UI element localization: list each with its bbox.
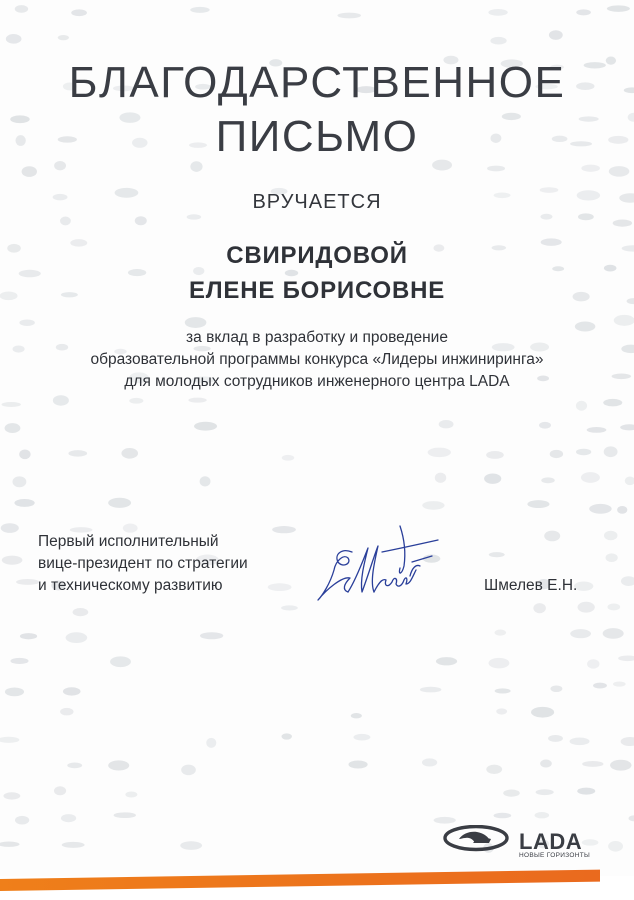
recipient-surname: СВИРИДОВОЙ — [226, 242, 408, 269]
handwritten-signature — [312, 518, 442, 608]
reason-line3: для молодых сотрудников инженерного центра LADA — [124, 373, 510, 390]
signatory-position-line3: и техническому развитию — [38, 577, 223, 594]
awarded-to-label: ВРУЧАЕТСЯ — [252, 191, 382, 213]
certificate-title-line2: ПИСЬМО — [215, 112, 419, 161]
certificate-title-line1: БЛАГОДАРСТВЕННОЕ — [68, 58, 566, 107]
signatory-position-line1: Первый исполнительный — [38, 533, 219, 550]
reason-line1: за вклад в разработку и проведение — [186, 329, 448, 346]
recipient-given-names: ЕЛЕНЕ БОРИСОВНЕ — [188, 277, 446, 304]
lada-brand-text: LADA — [519, 829, 583, 854]
signatory-name: Шмелев Е.Н. — [484, 577, 578, 594]
reason-line2: образовательной программы конкурса «Лидеры инжиниринга» — [90, 351, 544, 368]
lada-tagline: НОВЫЕ ГОРИЗОНТЫ — [519, 852, 591, 859]
signatory-position-line2: вице-президент по стратегии — [38, 555, 248, 572]
